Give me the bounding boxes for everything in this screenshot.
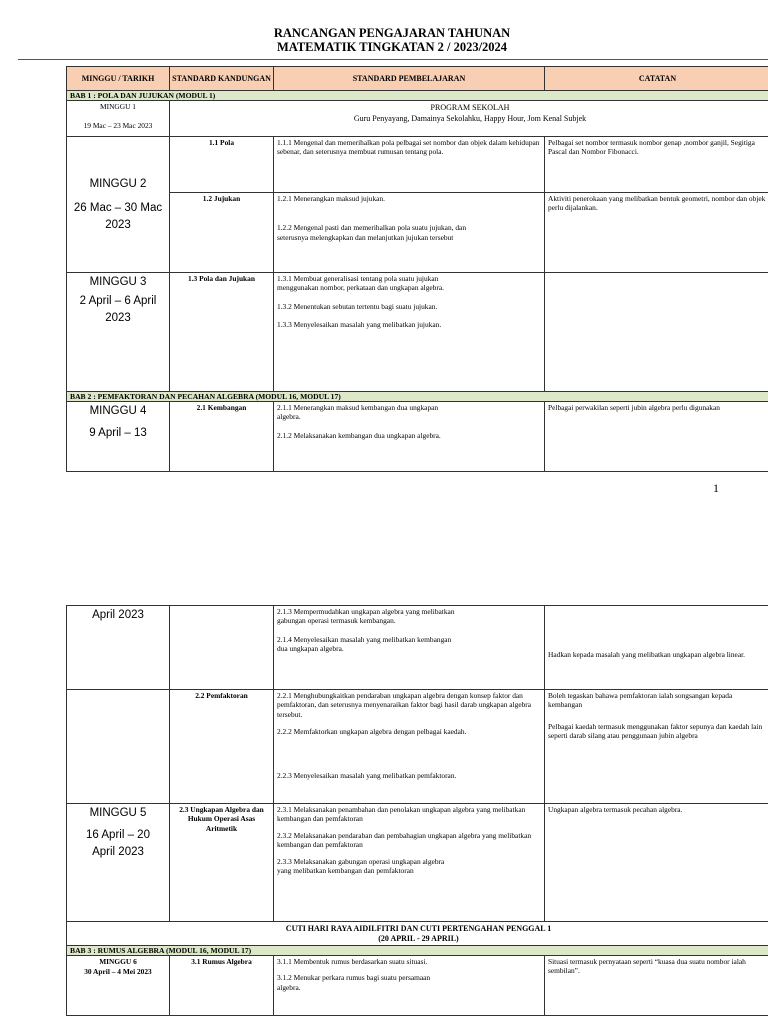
program-sekolah-label: PROGRAM SEKOLAH [430,103,510,112]
sp-2-1-3: 2.1.3 Mempermudahkan ungkapan algebra yang melibatkan gabungan operasi termasuk kembangan. [277,607,455,626]
sp-2-1-4: 2.1.4 Menyelesaikan masalah yang melibatkan kembangan dua ungkapan algebra. [277,634,452,654]
header-minggu: MINGGU / TARIKH [67,67,170,91]
cuti-title: CUTI HARI RAYA AIDILFITRI DAN CUTI PERTENGAHAN PENGGAL 1 [285,924,552,933]
catatan-2-1-4: Hadkan kepada masalah yang melibatkan ungkapan algebra linear. [548,650,746,659]
minggu1-week: MINGGU 1 [100,102,136,111]
sp-3-1-1: 3.1.1 Membentuk rumus berdasarkan suatu situasi. [277,957,428,966]
sk-1-3: 1.3 Pola dan Jujukan [170,273,274,392]
table-header-row [67,67,768,91]
program-activities: Guru Penyayang, Damainya Sekolahku, Happy Hour, Jom Kenal Subjek [353,114,587,123]
sp-1-3-2: 1.3.2 Menentukan sebutan tertentu bagi suatu jujukan. [277,301,438,311]
sk-2-1: 2.1 Kembangan [170,402,274,472]
page1-table [66,66,768,472]
document-title: RANCANGAN PENGAJARAN TAHUNAN [273,26,511,40]
minggu6-week: MINGGU 6 [99,957,137,966]
sp-2-3-3: 2.3.3 Melaksanakan gabungan operasi ungkapan algebra yang melibatkan kembangan dan pemfaktoran [277,856,445,876]
minggu3-week: MINGGU 3 [89,276,147,288]
catatan-1-1: Pelbagai set nombor termasuk nombor genap ,nombor ganjil, Segitiga Pascal dan Nombor Fibonacci. [545,137,768,193]
sp-2-1-2: 2.1.2 Melaksanakan kembangan dua ungkapan algebra. [277,430,441,440]
minggu3-date: 2 April – 6 April 2023 [79,295,157,324]
catatan-2-3: Ungkapan algebra termasuk pecahan algebra. [545,804,768,922]
sp-2-1-1: 2.1.1 Menerangkan maksud kembangan dua ungkapan algebra. [277,403,439,422]
minggu4-row-b [67,606,768,690]
bab2-title: BAB 2 : PEMFAKTORAN DAN PECAHAN ALGEBRA (MODUL 16, MODUL 17) [67,392,768,402]
sk-2-3: 2.3 Ungkapan Algebra dan Hukum Operasi Asas Aritmetik [170,804,274,922]
cuti-row [67,922,768,946]
header-standard-pembelajaran: STANDARD PEMBELAJARAN [274,67,545,91]
sp-1-3-3: 1.3.3 Menyelesaikan masalah yang melibatkan jujukan. [277,320,442,330]
document-subtitle: MATEMATIK TINGKATAN 2 / 2023/2024 [276,40,508,54]
header-catatan: CATATAN [545,67,768,91]
minggu2-week: MINGGU 2 [89,177,147,190]
sp-2-2-3: 2.2.3 Menyelesaikan masalah yang melibatkan pemfaktoran. [277,770,457,780]
catatan-2-2-1: Boleh tegaskan bahawa pemfaktoran ialah songsangan kepada kembangan [548,691,733,710]
sp-2-3-2: 2.3.2 Melaksanakan pendaraban dan pembahagian ungkapan algebra yang melibatkan kembangan dan pemfaktoran [277,830,532,850]
sp-1-2-1: 1.2.1 Menerangkan maksud jujukan. [277,194,385,203]
sp-2-3-1: 2.3.1 Melaksanakan penambahan dan penolakan ungkapan algebra yang melibatkan kembangan dan pemfaktoran [277,805,526,824]
bab2-row [67,392,768,402]
cuti-dates: (20 APRIL - 29 APRIL) [378,933,459,943]
title-rule [18,59,768,60]
minggu4-row-a [67,402,768,472]
minggu4-row-c [67,690,768,804]
catatan-3-1: Situasi termasuk pernyataan seperti “kuasa dua suatu nombor ialah sembilan”. [545,956,768,1016]
sp-2-2-2: 2.2.2 Memfaktorkan ungkapan algebra dengan pelbagai kaedah. [277,727,467,737]
minggu4-week: MINGGU 4 [89,405,147,417]
minggu1-date: 19 Mac – 23 Mac 2023 [83,120,153,130]
minggu3-row [67,273,768,392]
sk-1-2: 1.2 Jujukan [170,193,274,273]
sp-1-2-2: 1.2.2 Mengenal pasti dan memerihalkan pola suatu jujukan, dan seterusnya melengkapkan dan melanjutkan jujukan tersebut [277,223,467,242]
minggu6-date: 30 April – 4 Mei 2023 [84,966,152,976]
sp-2-2-1: 2.2.1 Menghubungkaitkan pendaraban ungkapan algebra dengan konsep faktor dan pemfaktoran, dan seterusnya menyenaraikan faktor bagi hasil darab ungkapan algebra tersebut. [277,691,532,719]
page2-table [66,605,768,1016]
bab3-title: BAB 3 : RUMUS ALGEBRA (MODUL 16, MODUL 17) [67,946,768,956]
minggu5-row [67,804,768,922]
bab3-row [67,946,768,956]
catatan-2-2-2: Pelbagai kaedah termasuk menggunakan faktor sepunya dan kaedah lain seperti darab silang atau penggunaan jubin algebra [548,721,763,741]
sp-3-1-2: 3.1.2 Menukar perkara rumus bagi suatu persamaan algebra. [277,973,431,992]
sk-2-2: 2.2 Pemfaktoran [170,690,274,804]
minggu4-date-part2: April 2023 [92,609,144,621]
catatan-1-2: Aktiviti penerokaan yang melibatkan bentuk geometri, nombor dan objek perlu dijalankan. [545,193,768,273]
page-number: 1 [713,481,719,495]
minggu6-row [67,956,768,1016]
bab1-row [67,91,768,101]
bab1-title: BAB 1 : POLA DAN JUJUKAN (MODUL 1) [67,91,768,101]
catatan-1-3 [545,273,768,392]
minggu5-week: MINGGU 5 [89,807,147,819]
sp-1-1-1: 1.1.1 Mengenal dan memerihalkan pola pelbagai set nombor dan objek dalam kehidupan sebenar, dan seterusnya membuat rumusan tentang pola. [274,137,545,193]
header-standard-kandungan: STANDARD KANDUNGAN [170,67,274,91]
sp-1-3-1: 1.3.1 Membuat generalisasi tentang pola suatu jujukan menggunakan nombor, perkataan dan ungkapan algebra. [277,274,444,293]
minggu4-date-part1: 9 April – 13 [89,427,147,439]
minggu5-date: 16 April – 20 April 2023 [86,829,150,858]
sk-1-1: 1.1 Pola [170,137,274,193]
minggu2-row-a [67,137,768,193]
minggu2-date: 26 Mac – 30 Mac 2023 [73,201,163,231]
minggu2-row-b [67,193,768,273]
sk-2-1-cont [170,606,274,690]
catatan-2-1: Pelbagai perwakilan seperti jubin algebra perlu digunakan [545,402,768,472]
minggu4-cont [67,690,170,804]
sk-3-1: 3.1 Rumus Algebra [170,956,274,1016]
minggu1-row [67,101,768,137]
